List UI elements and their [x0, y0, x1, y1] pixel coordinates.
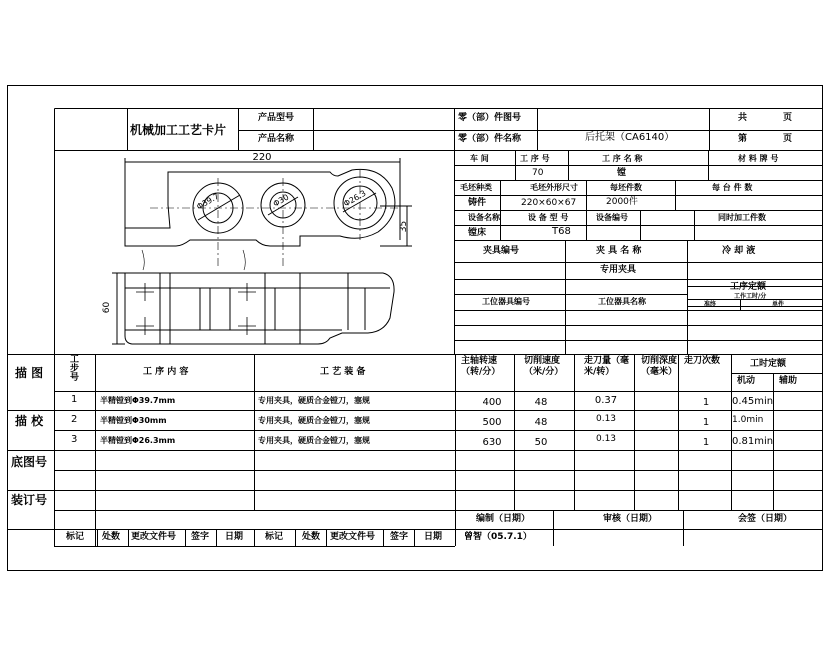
h-speed: 主轴转速（转/分） — [461, 356, 501, 377]
fixture-value: 专用夹具 — [600, 265, 637, 275]
product-model-label: 产品型号 — [258, 113, 295, 123]
signed-label: 会签（日期） — [738, 514, 793, 524]
op-name-value: 镗 — [617, 168, 627, 178]
blank-type-label: 毛坯种类 — [460, 183, 492, 192]
row-2-time: 1.0min — [732, 415, 764, 425]
change-doc-label-1: 更改文件号 — [131, 532, 177, 542]
h-equip: 工 艺 装 备 — [320, 367, 366, 377]
row-2-content: 半精镗到Φ30mm — [100, 416, 167, 425]
h-cut: 切削速度（米/分） — [524, 356, 564, 377]
count-label-1: 处数 — [102, 532, 121, 542]
row-3-speed: 630 — [482, 437, 502, 448]
mark-label-2: 标记 — [265, 532, 284, 542]
simul-label: 同时加工件数 — [718, 213, 766, 222]
row-1-time: 0.45min — [732, 396, 774, 407]
mark-label-1: 标记 — [66, 532, 85, 542]
time-unit-label: 工作工时/分 — [734, 293, 767, 300]
sign-label-1: 签字 — [191, 532, 210, 542]
total-page-label: 页 — [783, 113, 793, 123]
fixture-name-label: 夹 具 名 称 — [596, 246, 642, 256]
date-label-2: 日期 — [424, 532, 443, 542]
row-1-equip: 专用夹具，硬质合金镗刀，塞规 — [258, 396, 370, 405]
row-2-feed: 0.13 — [595, 414, 617, 424]
h-content: 工 序 内 容 — [143, 367, 189, 377]
equip-model-label: 设 备 型 号 — [528, 213, 569, 222]
compiler-value: 曾智（05.7.1） — [464, 532, 532, 542]
h-step: 工步号 — [70, 355, 80, 383]
equip-no-label: 设备编号 — [596, 213, 628, 222]
equip-name-value: 镗床 — [468, 228, 487, 238]
blank-type-value: 铸件 — [468, 198, 487, 208]
hole-3-dim: Φ26.3 — [342, 188, 368, 209]
dim-35: 35 — [399, 220, 410, 233]
h-time: 工时定额 — [750, 359, 787, 369]
row-3-passes: 1 — [702, 437, 710, 448]
h-depth: 切削深度（毫米） — [641, 356, 678, 377]
row-1-content: 半精镗到Φ39.7mm — [100, 396, 176, 405]
side-base-no: 底图号 — [11, 455, 48, 469]
row-2-cut: 48 — [534, 417, 548, 428]
reviewed-label: 审核（日期） — [603, 514, 658, 524]
row-1-feed: 0.37 — [594, 395, 618, 406]
fixture-no-label: 夹具编号 — [483, 246, 520, 256]
hole-2-dim: Φ30 — [271, 192, 291, 209]
equip-model-value: T68 — [552, 226, 571, 237]
h-machine: 机动 — [737, 376, 756, 386]
count-label-2: 处数 — [302, 532, 321, 542]
hole-1-dim: Φ39.7 — [195, 191, 221, 212]
h-feed: 走刀量（毫米/转） — [584, 356, 630, 377]
time-quota-label: 工序定额 — [730, 282, 767, 292]
op-name-label: 工 序 名 称 — [602, 154, 643, 163]
part-name-value: 后托架（CA6140） — [585, 132, 675, 143]
blank-size-label: 毛坯外形尺寸 — [530, 183, 578, 192]
h-passes: 走刀次数 — [684, 356, 721, 366]
blank-count-value: 2000件 — [606, 197, 638, 207]
row-3-step: 3 — [71, 434, 78, 445]
row-3-content: 半精镗到Φ26.3mm — [100, 436, 176, 445]
row-2-passes: 1 — [702, 417, 710, 428]
row-3-feed: 0.13 — [595, 434, 617, 444]
change-doc-label-2: 更改文件号 — [330, 532, 376, 542]
h-aux: 辅助 — [779, 376, 798, 386]
part-no-label: 零（部）件图号 — [458, 113, 522, 123]
row-1-step: 1 — [71, 394, 78, 405]
workshop-label: 车 间 — [470, 154, 489, 163]
row-2-equip: 专用夹具，硬质合金镗刀，塞规 — [258, 416, 370, 425]
row-3-equip: 专用夹具，硬质合金镗刀，塞规 — [258, 436, 370, 445]
equip-name-label: 设备名称 — [468, 213, 500, 222]
station-tool-name-label: 工位器具名称 — [598, 297, 646, 306]
row-3-cut: 50 — [534, 437, 548, 448]
row-1-speed: 400 — [482, 397, 502, 408]
material-label: 材 料 牌 号 — [738, 154, 779, 163]
row-1-cut: 48 — [534, 397, 548, 408]
row-1-passes: 1 — [702, 397, 710, 408]
sheet-page-label: 页 — [783, 134, 793, 144]
total-label: 共 — [738, 113, 748, 123]
coolant-label: 冷 却 液 — [722, 246, 756, 256]
dim-220: 220 — [252, 152, 272, 163]
station-tool-no-label: 工位器具编号 — [482, 297, 530, 306]
row-2-speed: 500 — [482, 417, 502, 428]
op-no-label: 工 序 号 — [520, 154, 550, 163]
side-check: 描 校 — [15, 414, 44, 428]
blank-count-label: 每坯件数 — [610, 183, 642, 192]
sign-label-2: 签字 — [390, 532, 409, 542]
single-label: 单件 — [772, 301, 785, 308]
part-name-label: 零（部）件名称 — [458, 134, 522, 144]
product-name-label: 产品名称 — [258, 134, 295, 144]
sheet-label: 第 — [738, 134, 748, 144]
blank-size-value: 220×60×67 — [521, 198, 577, 208]
side-bind-no: 装订号 — [11, 493, 48, 507]
dim-60: 60 — [102, 301, 113, 314]
part-drawing — [112, 158, 412, 344]
op-no-value: 70 — [532, 168, 544, 178]
compiled-label: 编制（日期） — [476, 514, 531, 524]
side-trace: 描 图 — [15, 366, 44, 380]
card-title: 机械加工工艺卡片 — [130, 123, 227, 137]
date-label-1: 日期 — [225, 532, 244, 542]
row-2-step: 2 — [71, 414, 78, 425]
row-3-time: 0.81min — [732, 436, 774, 447]
per-unit-label: 每 台 件 数 — [712, 183, 753, 192]
prep-label: 准终 — [704, 301, 717, 308]
